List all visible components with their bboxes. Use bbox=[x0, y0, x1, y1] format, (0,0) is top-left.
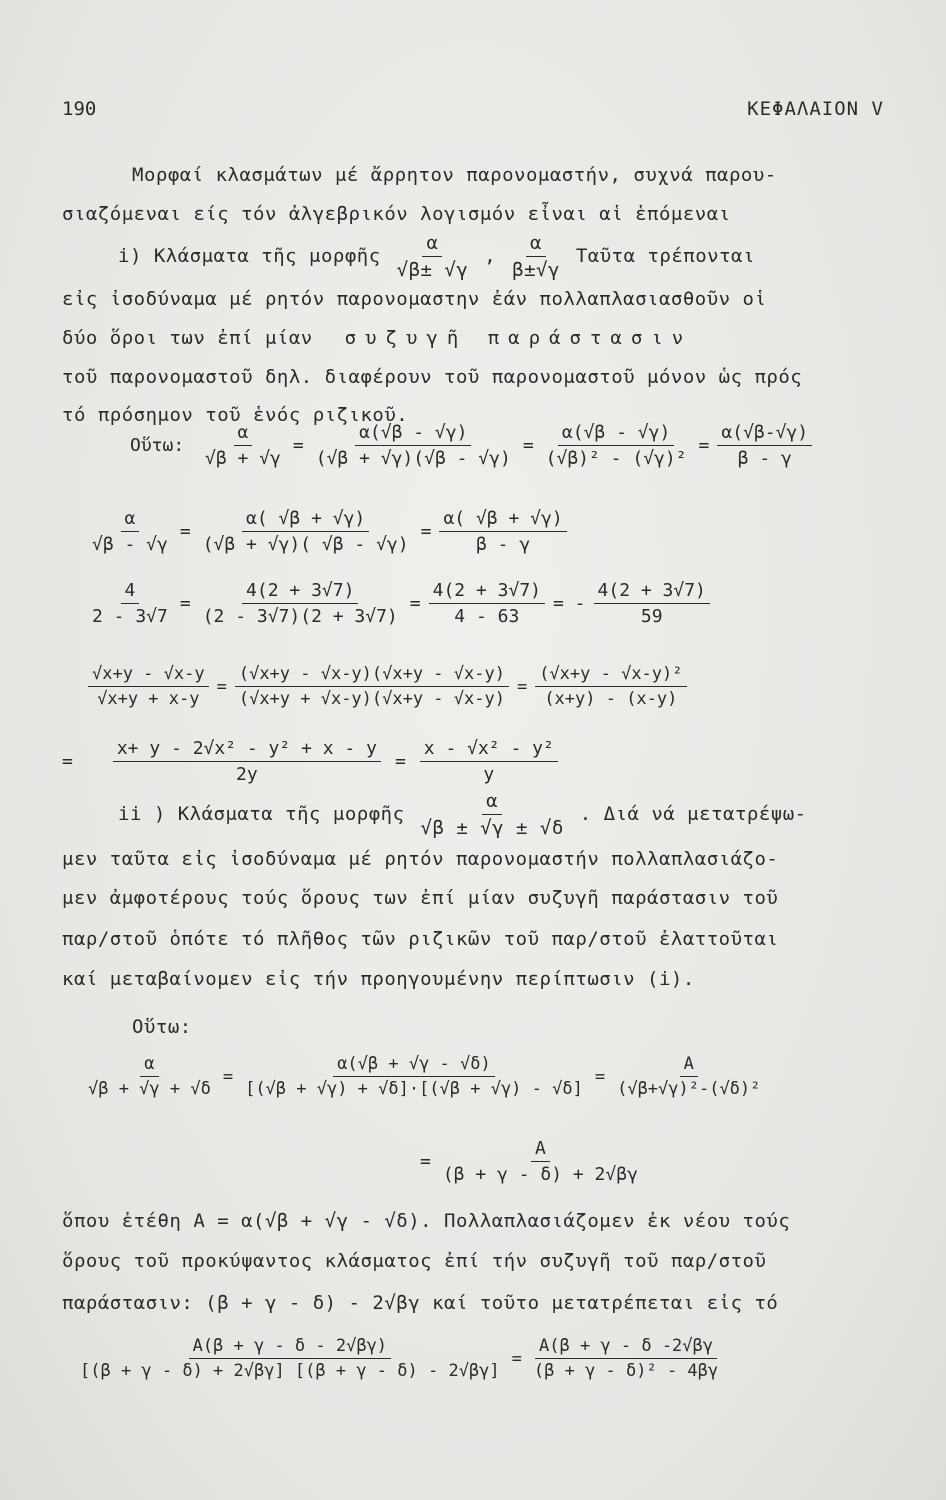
equation-row-5: = $\frac{\text{x+ y - 2√x² - y² + x - y}}{2y}$ = $\frac{\text{x - √x² - y²}}{y}$ bbox=[62, 738, 558, 785]
equation-row-7: = $\frac{A}{(\beta + \gamma - \delta) + 2√\beta\gamma}$ bbox=[412, 1138, 642, 1185]
fraction: $\frac{\alpha}{√\beta + √\gamma}$ bbox=[205, 422, 281, 469]
page-number: 190 bbox=[62, 98, 97, 120]
chapter-title: ΚΕΦΑΛΑΙΟΝ V bbox=[747, 98, 884, 120]
equation-row-1: Οὕτω: $\frac{\alpha}{√\beta + √\gamma}$ = $\frac{\alpha(√\beta - √\gamma)}{(√\beta + √\gamma)(√\beta - √\gamma)}$ = $\frac{\alpha(√\beta - √\gamma)}{\text{(√β)² - (√γ)²}}$ = $\frac{\alpha(√\beta-√\gamma)}{\beta - \gamma}$ bbox=[130, 422, 812, 469]
fraction: $\frac{\alpha( √\beta + √\gamma)}{\beta - \gamma}$ bbox=[439, 508, 566, 555]
case1-line-3: δύο ὅροι των ἐπί μίαν συζυγῆ παράστασιν bbox=[62, 327, 693, 349]
equation-row-3: $\frac{4}{2 - 3√7}$ = $\frac{4(2 + 3√7)}{(2 - 3√7)(2 + 3√7)}$ = $\frac{4(2 + 3√7)}{4 - 63}$ = - $\frac{4(2 + 3√7)}{59}$ bbox=[88, 580, 710, 627]
case2-intro: Οὕτω: bbox=[132, 1016, 192, 1038]
case2-line-4: παρ/στοῦ ὁπότε τό πλῆθος τῶν ριζικῶν τοῦ παρ/στοῦ ἐλαττοῦται bbox=[62, 928, 779, 950]
fraction: $\frac{\alpha(√\beta - √\gamma)}{\text{(√β)² - (√γ)²}}$ bbox=[545, 422, 687, 469]
fraction: $\frac{4(2 + 3√7)}{59}$ bbox=[594, 580, 710, 627]
case1-line-2: εἰς ἰσοδύναμα μέ ρητόν παρονομαστην ἐάν πολλαπλασιασθοῦν οἱ bbox=[62, 288, 767, 310]
fraction: $\frac{A}{(\beta + \gamma - \delta) + 2√\beta\gamma}$ bbox=[442, 1138, 638, 1185]
fraction: $\frac{\text{x+ y - 2√x² - y² + x - y}}{2y}$ bbox=[113, 738, 381, 785]
fraction: $\frac{4}{2 - 3√7}$ bbox=[92, 580, 168, 627]
closing-line-2: ὅρους τοῦ προκύψαντος κλάσματος ἐπί τήν συζυγῆ τοῦ παρ/στοῦ bbox=[62, 1250, 767, 1272]
case2-heading bbox=[118, 790, 807, 839]
case2-line-5: καί μεταβαίνομεν εἰς τήν προηγουμένην περίπτωσιν (i). bbox=[62, 968, 695, 990]
equation-row-6: $\frac{\alpha}{√\beta + √\gamma + √\delta}$ = $\frac{\alpha(√\beta + √\gamma - √\delta)}{[(√\beta + √\gamma) + √\delta]\cdot[(√\beta + √\gamma) - √\delta]}$ = $\frac{A}{\text{(√β+√γ)²-(√δ)²}}$ bbox=[84, 1054, 764, 1099]
page-header bbox=[62, 98, 884, 128]
fraction: $\frac{\alpha(√\beta + √\gamma - √\delta)}{[(√\beta + √\gamma) + √\delta]\cdot[(√\beta + √\gamma) - √\delta]}$ bbox=[245, 1054, 583, 1099]
fraction: $\frac{A(\beta + \gamma - \delta - 2√\beta\gamma)}{[(\beta + \gamma - \delta) + 2√\beta\gamma] [(\beta + \gamma - \delta) - 2√\beta\gamma]}$ bbox=[80, 1336, 500, 1381]
fraction: $\frac{\alpha( √\beta + √\gamma)}{(√\beta + √\gamma)( √\beta - √\gamma)}$ bbox=[202, 508, 409, 555]
case1-label: i) Κλάσματα τῆς μορφῆς bbox=[118, 245, 381, 267]
fraction: $\frac{\alpha(√\beta - √\gamma)}{(√\beta + √\gamma)(√\beta - √\gamma)}$ bbox=[315, 422, 511, 469]
case1-heading: i) Κλάσματα τῆς μορφῆς $\frac{\alpha}{√\beta\pm √\gamma}$ , $\frac{\alpha}{\beta\pm√\gamma}$ Ταῦτα τρέπονται bbox=[118, 232, 755, 281]
intro-line-1: Μορφαί κλασμάτων μέ ἄρρητον παρονομαστήν, συχνά παρου- bbox=[132, 164, 777, 186]
case2-line-3: μεν ἀμφοτέρους τούς ὅρους των ἐπί μίαν συζυγῆ παράστασιν τοῦ bbox=[62, 887, 779, 909]
fraction: $\frac{4(2 + 3√7)}{4 - 63}$ bbox=[429, 580, 545, 627]
fraction: $\frac{4(2 + 3√7)}{(2 - 3√7)(2 + 3√7)}$ bbox=[202, 580, 398, 627]
example1-intro: Οὕτω: bbox=[130, 435, 185, 456]
fraction: $\frac{\alpha}{√\beta + √\gamma + √\delta}$ bbox=[88, 1054, 211, 1099]
case2-label: ii ) Κλάσματα τῆς μορφῆς bbox=[118, 803, 405, 825]
equation-row-4: $\frac{√x+y - √x-y}{√x+y + x-y}$ = $\frac{(√x+y - √x-y)(√x+y - √x-y)}{(√x+y + √x-y)(√x+y - √x-y)}$ = $\frac{\text{(√x+y - √x-y)²}}{(x+y) - (x-y)}$ bbox=[88, 664, 687, 709]
spaced-emphasis: συζυγῆ παράστασιν bbox=[344, 327, 693, 349]
case1-line-4: τοῦ παρονομαστοῦ δηλ. διαφέρουν τοῦ παρονομαστοῦ μόνον ὡς πρός bbox=[62, 366, 803, 388]
equation-row-8: $\frac{A(\beta + \gamma - \delta - 2√\beta\gamma)}{[(\beta + \gamma - \delta) + 2√\beta\gamma] [(\beta + \gamma - \delta) - 2√\beta\gamma]}$ = $\frac{A(\beta + \gamma - \delta -2√\beta\gamma}{\text{(β + γ - δ)² - 4βγ}}$ bbox=[76, 1336, 722, 1381]
case2-line-2: μεν ταῦτα εἰς ἰσοδύναμα μέ ρητόν παρονομαστήν πολλαπλασιάζο- bbox=[62, 848, 779, 870]
fraction: $\frac{√x+y - √x-y}{√x+y + x-y}$ bbox=[88, 664, 209, 709]
fraction: $\frac{\alpha(√\beta-√\gamma)}{\beta - \gamma}$ bbox=[717, 422, 812, 469]
closing-line-3: παράστασιν: (β + γ - δ) - 2√βγ καί τοῦτο μετατρέπεται εἰς τό bbox=[62, 1292, 779, 1314]
case2-tail: . Διά νά μετατρέψω- bbox=[579, 803, 807, 825]
case2-fraction: $\frac{\alpha}{√\beta \pm √\gamma \pm √\delta}$ bbox=[420, 790, 564, 839]
closing-line-1: ὅπου ἐτέθη A = α(√β + √γ - √δ). Πολλαπλασιάζομεν ἐκ νέου τούς bbox=[62, 1210, 791, 1232]
equation-row-2: $\frac{\alpha}{√\beta - √\gamma}$ = $\frac{\alpha( √\beta + √\gamma)}{(√\beta + √\gamma)( √\beta - √\gamma)}$ = $\frac{\alpha( √\beta + √\gamma)}{\beta - \gamma}$ bbox=[88, 508, 567, 555]
case1-line-5: τό πρόσημον τοῦ ἑνός ριζικοῦ. bbox=[62, 404, 409, 426]
case1-fraction-2: $\frac{\alpha}{\beta\pm√\gamma}$ bbox=[512, 232, 560, 281]
fraction: $\frac{A(\beta + \gamma - \delta -2√\beta\gamma}{\text{(β + γ - δ)² - 4βγ}}$ bbox=[533, 1336, 719, 1381]
fraction: $\frac{\text{(√x+y - √x-y)²}}{(x+y) - (x-y)}$ bbox=[535, 664, 686, 709]
fraction: $\frac{\alpha}{√\beta - √\gamma}$ bbox=[92, 508, 168, 555]
fraction: $\frac{A}{\text{(√β+√γ)²-(√δ)²}}$ bbox=[617, 1054, 761, 1099]
intro-line-2: σιαζόμεναι είς τόν ἀλγεβρικόν λογισμόν εἶναι αἱ ἑπόμεναι bbox=[62, 203, 731, 225]
case1-fraction-1: $\frac{\alpha}{√\beta\pm √\gamma}$ bbox=[396, 232, 469, 281]
fraction: $\frac{(√x+y - √x-y)(√x+y - √x-y)}{(√x+y + √x-y)(√x+y - √x-y)}$ bbox=[235, 664, 509, 709]
fraction: $\frac{\text{x - √x² - y²}}{y}$ bbox=[420, 738, 558, 785]
case1-tail: Ταῦτα τρέπονται bbox=[575, 245, 755, 267]
